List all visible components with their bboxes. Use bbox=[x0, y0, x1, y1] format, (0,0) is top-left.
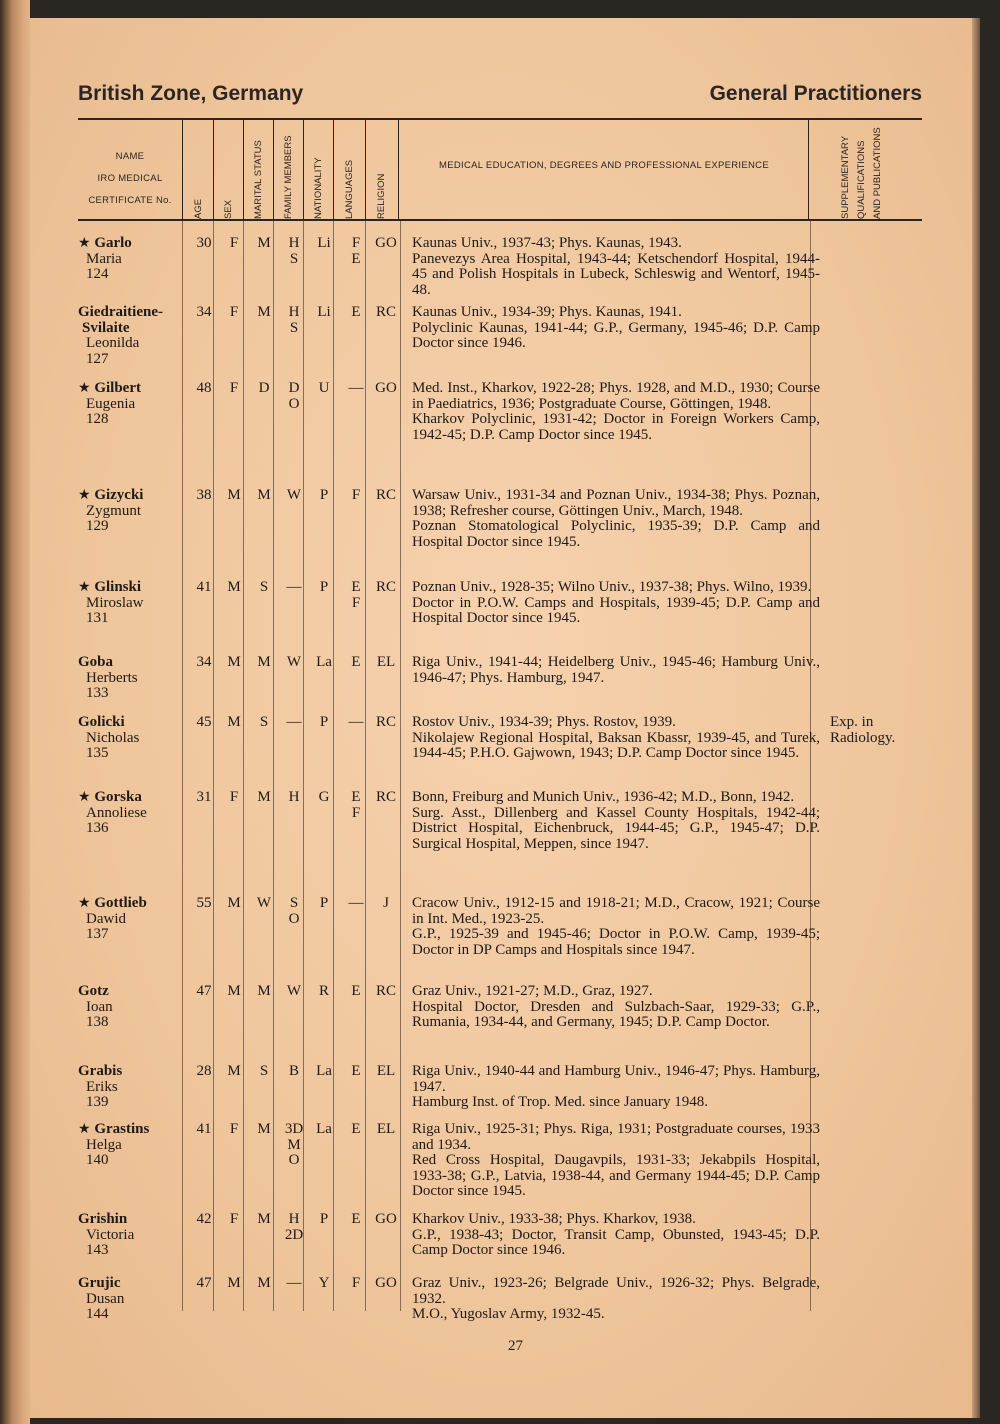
experience-cell bbox=[412, 305, 820, 352]
languages-value: E bbox=[351, 1063, 361, 1079]
name-cell bbox=[78, 381, 141, 428]
experience-cell bbox=[412, 488, 820, 550]
age-cell: 41 bbox=[196, 1121, 212, 1137]
languages-cell bbox=[342, 381, 370, 397]
col-header-religion-text: RELIGION bbox=[376, 173, 387, 219]
experience-paragraph: Kaunas Univ., 1934-39; Phys. Kaunas, 1941. bbox=[412, 304, 682, 320]
header-rule-bottom bbox=[78, 219, 922, 221]
family-cell bbox=[280, 580, 308, 596]
star-icon: ★ bbox=[78, 896, 91, 911]
col-divider bbox=[303, 120, 304, 220]
page-number: 27 bbox=[508, 1338, 523, 1354]
languages-value: E bbox=[351, 250, 361, 267]
family-value: M bbox=[287, 1136, 301, 1153]
book-spine bbox=[0, 0, 30, 1424]
marital-cell: M bbox=[257, 789, 271, 805]
experience-paragraph: Polyclinic Kaunas, 1941-44; G.P., Germany, 1945-46; D.P. Camp Doctor since 1946. bbox=[412, 319, 820, 351]
col-header-nationality bbox=[313, 138, 324, 238]
experience-paragraph: Hospital Doctor, Dresden and Sulzbach-Saar, 1929-33; G.P., Rumania, 1934-44, and Germany, 1945; D.P. Camp Doctor. bbox=[412, 998, 820, 1030]
certificate-number: 128 bbox=[86, 411, 109, 427]
col-header-sex-text: SEX bbox=[223, 199, 234, 219]
languages-value: E bbox=[351, 1211, 361, 1227]
surname: Gizycki bbox=[94, 487, 144, 503]
supplementary-text: Radiology. bbox=[830, 729, 896, 746]
religion-cell: EL bbox=[376, 1121, 396, 1137]
family-value: 2D bbox=[284, 1226, 304, 1243]
sex-cell: M bbox=[227, 983, 241, 999]
languages-value: — bbox=[348, 895, 364, 911]
surname-continued: Svilaite bbox=[82, 319, 130, 336]
marital-cell: M bbox=[257, 304, 271, 320]
star-icon: ★ bbox=[78, 381, 91, 396]
family-value: H bbox=[288, 304, 300, 320]
nationality-cell: P bbox=[319, 579, 329, 595]
languages-value: F bbox=[351, 804, 361, 821]
col-header-supp-1 bbox=[840, 135, 851, 238]
experience-paragraph: Rostov Univ., 1934-39; Phys. Rostov, 1939. bbox=[412, 714, 676, 730]
family-value: D bbox=[288, 380, 300, 396]
experience-cell bbox=[412, 984, 820, 1031]
certificate-number: 135 bbox=[86, 745, 109, 761]
experience-cell bbox=[412, 715, 820, 762]
given-name: Dusan bbox=[86, 1290, 125, 1307]
sex-cell: F bbox=[229, 789, 239, 805]
marital-cell: M bbox=[257, 1275, 271, 1291]
family-cell bbox=[280, 305, 308, 336]
languages-cell bbox=[342, 488, 370, 504]
certificate-number: 137 bbox=[86, 926, 109, 942]
experience-cell bbox=[412, 236, 820, 298]
nationality-cell: Li bbox=[317, 235, 331, 251]
languages-cell bbox=[342, 236, 370, 267]
experience-cell bbox=[412, 896, 820, 958]
sex-cell: F bbox=[229, 304, 239, 320]
experience-paragraph: Panevezys Area Hospital, 1943-44; Ketschendorf Hospital, 1944-45 and Polish Hospitals in Lubeck, Schleswig and Wentorf, 1945-48. bbox=[412, 250, 820, 298]
given-name: Annoliese bbox=[86, 804, 147, 821]
languages-value: E bbox=[351, 789, 361, 805]
header-rule-top bbox=[78, 118, 922, 120]
religion-cell: GO bbox=[375, 1211, 397, 1227]
certificate-number: 138 bbox=[86, 1014, 109, 1030]
name-cell bbox=[78, 655, 138, 702]
family-value: H bbox=[288, 789, 300, 805]
certificate-number: 140 bbox=[86, 1152, 109, 1168]
col-header-age-text: AGE bbox=[193, 198, 204, 219]
family-cell bbox=[280, 1064, 308, 1080]
col-header-supp-line3: AND PUBLICATIONS bbox=[872, 127, 883, 219]
col-header-nationality-text: NATIONALITY bbox=[313, 157, 324, 219]
name-cell bbox=[78, 715, 139, 762]
experience-paragraph: Warsaw Univ., 1931-34 and Poznan Univ., 1934-38; Phys. Poznan, 1938; Refresher course, Göttingen Univ., March, 1948. bbox=[412, 487, 820, 519]
family-cell bbox=[280, 1212, 308, 1243]
experience-paragraph: G.P., 1925-39 and 1945-46; Doctor in P.O.W. Camp, 1939-45; Doctor in DP Camps and Hospitals since 1947. bbox=[412, 926, 820, 958]
page-edge bbox=[972, 18, 980, 1418]
experience-paragraph: Graz Univ., 1921-27; M.D., Graz, 1927. bbox=[412, 983, 653, 999]
experience-cell bbox=[412, 1064, 820, 1111]
experience-paragraph: Doctor in P.O.W. Camps and Hospitals, 1939-45; D.P. Camp and Hospital Doctor since 1945. bbox=[412, 594, 820, 626]
family-value: S bbox=[289, 250, 299, 267]
sex-cell: F bbox=[229, 1121, 239, 1137]
col-header-name-line2: IRO MEDICAL bbox=[97, 173, 163, 184]
sex-cell: M bbox=[227, 654, 241, 670]
experience-paragraph: Graz Univ., 1923-26; Belgrade Univ., 1926-32; Phys. Belgrade, 1932. bbox=[412, 1275, 820, 1307]
col-header-supp-3 bbox=[872, 127, 883, 238]
languages-cell bbox=[342, 790, 370, 821]
nationality-cell: P bbox=[319, 487, 329, 503]
marital-cell: M bbox=[257, 1211, 271, 1227]
languages-cell bbox=[342, 580, 370, 611]
nationality-cell: La bbox=[316, 1063, 332, 1079]
certificate-number: 136 bbox=[86, 820, 109, 836]
experience-paragraph: Riga Univ., 1941-44; Heidelberg Univ., 1945-46; Hamburg Univ., 1946-47; Phys. Hamburg, 1947. bbox=[412, 654, 820, 686]
experience-paragraph: Poznan Stomatological Polyclinic, 1935-39; D.P. Camp and Hospital Doctor since 1945. bbox=[412, 518, 820, 550]
languages-value: F bbox=[351, 1275, 361, 1291]
surname: Grabis bbox=[78, 1063, 123, 1079]
experience-cell bbox=[412, 790, 820, 852]
name-cell bbox=[78, 1122, 149, 1169]
experience-paragraph: Riga Univ., 1940-44 and Hamburg Univ., 1946-47; Phys. Hamburg, 1947. bbox=[412, 1063, 820, 1095]
surname: Giedraitiene- bbox=[78, 304, 163, 320]
marital-cell: D bbox=[258, 380, 270, 396]
family-value: 3D bbox=[284, 1121, 304, 1137]
zone-title: British Zone, Germany bbox=[78, 82, 304, 105]
religion-cell: RC bbox=[375, 487, 396, 503]
certificate-number: 129 bbox=[86, 518, 109, 534]
nationality-cell: Y bbox=[318, 1275, 330, 1291]
marital-cell: M bbox=[257, 235, 271, 251]
col-divider bbox=[365, 120, 366, 220]
col-header-family bbox=[283, 135, 294, 238]
nationality-cell: U bbox=[318, 380, 330, 396]
family-cell bbox=[280, 381, 308, 412]
experience-paragraph: Poznan Univ., 1928-35; Wilno Univ., 1937-38; Phys. Wilno, 1939. bbox=[412, 579, 812, 595]
experience-paragraph: Cracow Univ., 1912-15 and 1918-21; M.D., Cracow, 1921; Course in Int. Med., 1923-25. bbox=[412, 895, 820, 927]
family-cell bbox=[280, 1122, 308, 1169]
age-cell: 47 bbox=[196, 983, 212, 999]
sex-cell: M bbox=[227, 1063, 241, 1079]
col-header-marital bbox=[253, 138, 264, 238]
languages-cell bbox=[342, 984, 370, 1000]
family-value: S bbox=[289, 319, 299, 336]
name-cell bbox=[78, 896, 147, 943]
languages-cell bbox=[342, 896, 370, 912]
sex-cell: M bbox=[227, 895, 241, 911]
languages-value: — bbox=[348, 714, 364, 730]
supplementary-cell bbox=[830, 715, 895, 746]
col-divider bbox=[398, 120, 399, 220]
experience-paragraph: Nikolajew Regional Hospital, Baksan Kbassr, 1939-45, and Turek, 1944-45; P.H.O. Gajwown, 1943; D.P. Camp Doctor since 1945. bbox=[412, 729, 820, 761]
surname: Grishin bbox=[78, 1211, 128, 1227]
experience-paragraph: Bonn, Freiburg and Munich Univ., 1936-42; M.D., Bonn, 1942. bbox=[412, 789, 795, 805]
languages-cell bbox=[342, 1122, 370, 1138]
age-cell: 28 bbox=[196, 1063, 212, 1079]
experience-paragraph: Hamburg Inst. of Trop. Med. since January 1948. bbox=[412, 1094, 708, 1110]
given-name: Ioan bbox=[86, 998, 113, 1015]
given-name: Eugenia bbox=[86, 395, 136, 412]
certificate-number: 124 bbox=[86, 266, 109, 282]
experience-cell bbox=[412, 1212, 820, 1259]
experience-paragraph: M.O., Yugoslav Army, 1932-45. bbox=[412, 1306, 605, 1322]
languages-value: E bbox=[351, 1121, 361, 1137]
marital-cell: S bbox=[259, 579, 269, 595]
given-name: Helga bbox=[86, 1136, 122, 1153]
age-cell: 34 bbox=[196, 654, 212, 670]
marital-cell: M bbox=[257, 1121, 271, 1137]
family-value: W bbox=[286, 983, 302, 999]
age-cell: 47 bbox=[196, 1275, 212, 1291]
religion-cell: GO bbox=[375, 235, 397, 251]
surname: Grastins bbox=[94, 1121, 150, 1137]
religion-cell: RC bbox=[375, 579, 396, 595]
experience-paragraph: Red Cross Hospital, Daugavpils, 1931-33; Jekabpils Hospital, 1933-38; G.P., Latvia, 1938-44, and Germany 1944-45; D.P. Camp Doctor since 1945. bbox=[412, 1152, 820, 1199]
star-icon: ★ bbox=[78, 488, 91, 503]
experience-cell bbox=[412, 1276, 820, 1323]
surname: Gotz bbox=[78, 983, 109, 999]
col-divider bbox=[213, 120, 214, 220]
languages-value: E bbox=[351, 654, 361, 670]
surname: Grujic bbox=[78, 1275, 121, 1291]
given-name: Herberts bbox=[86, 669, 138, 686]
given-name: Nicholas bbox=[86, 729, 140, 746]
religion-cell: GO bbox=[375, 1275, 397, 1291]
sex-cell: M bbox=[227, 1275, 241, 1291]
col-header-languages-text: LANGUAGES bbox=[344, 159, 355, 219]
age-cell: 31 bbox=[196, 789, 212, 805]
col-header-supp-line1: SUPPLEMENTARY bbox=[840, 135, 851, 219]
col-divider bbox=[808, 120, 809, 220]
experience-paragraph: Surg. Asst., Dillenberg and Kassel County Hospitals, 1942-44; District Hospital, Eichenbruck, 1944-45; G.P., 1945-47; D.P. Surgical Hospital, Meppen, since 1947. bbox=[412, 804, 820, 852]
given-name: Victoria bbox=[86, 1226, 135, 1243]
religion-cell: J bbox=[383, 895, 389, 911]
sex-cell: M bbox=[227, 579, 241, 595]
col-rule bbox=[400, 221, 401, 1311]
languages-cell bbox=[342, 715, 370, 731]
col-header-age bbox=[193, 138, 204, 238]
age-cell: 45 bbox=[196, 714, 212, 730]
languages-value: E bbox=[351, 579, 361, 595]
certificate-number: 143 bbox=[86, 1242, 109, 1258]
col-header-name-line3: CERTIFICATE No. bbox=[88, 195, 172, 206]
languages-cell bbox=[342, 305, 370, 321]
name-cell bbox=[78, 488, 143, 535]
experience-cell bbox=[412, 655, 820, 686]
experience-paragraph: Kharkov Univ., 1933-38; Phys. Kharkov, 1938. bbox=[412, 1211, 696, 1227]
certificate-number: 131 bbox=[86, 610, 109, 626]
languages-value: F bbox=[351, 235, 361, 251]
age-cell: 55 bbox=[196, 895, 212, 911]
religion-cell: EL bbox=[376, 1063, 396, 1079]
supplementary-text: Exp. in bbox=[830, 714, 874, 730]
religion-cell: RC bbox=[375, 714, 396, 730]
surname: Garlo bbox=[94, 235, 132, 251]
languages-cell bbox=[342, 655, 370, 671]
family-cell bbox=[280, 1276, 308, 1292]
nationality-cell: La bbox=[316, 1121, 332, 1137]
religion-cell: RC bbox=[375, 304, 396, 320]
marital-cell: S bbox=[259, 1063, 269, 1079]
nationality-cell: P bbox=[319, 895, 329, 911]
languages-value: E bbox=[351, 304, 361, 320]
given-name: Eriks bbox=[86, 1078, 118, 1095]
family-value: W bbox=[286, 487, 302, 503]
religion-cell: RC bbox=[375, 789, 396, 805]
name-cell bbox=[78, 305, 163, 367]
marital-cell: M bbox=[257, 983, 271, 999]
col-divider bbox=[333, 120, 334, 220]
family-cell bbox=[280, 655, 308, 671]
name-cell bbox=[78, 984, 113, 1031]
family-value: — bbox=[286, 579, 302, 595]
family-value: — bbox=[286, 714, 302, 730]
col-header-marital-text: MARITAL STATUS bbox=[253, 140, 264, 219]
family-value: O bbox=[288, 1152, 300, 1168]
marital-cell: M bbox=[257, 654, 271, 670]
sex-cell: F bbox=[229, 380, 239, 396]
star-icon: ★ bbox=[78, 790, 91, 805]
certificate-number: 127 bbox=[86, 350, 109, 367]
experience-paragraph: Med. Inst., Kharkov, 1922-28; Phys. 1928, and M.D., 1930; Course in Paediatrics, 1936; Postgraduate Course, Göttingen, 1948. bbox=[412, 380, 820, 412]
surname: Gottlieb bbox=[94, 895, 147, 911]
surname: Glinski bbox=[94, 579, 142, 595]
section-title: General Practitioners bbox=[709, 82, 922, 105]
col-divider bbox=[243, 120, 244, 220]
languages-cell bbox=[342, 1064, 370, 1080]
name-cell bbox=[78, 1212, 134, 1259]
col-header-name-line1: NAME bbox=[115, 151, 145, 162]
col-header-religion bbox=[376, 138, 387, 238]
religion-cell: RC bbox=[375, 983, 396, 999]
family-value: H bbox=[288, 235, 300, 251]
star-icon: ★ bbox=[78, 580, 91, 595]
experience-cell bbox=[412, 580, 820, 627]
surname: Gorska bbox=[94, 789, 142, 805]
surname: Golicki bbox=[78, 714, 125, 730]
col-divider bbox=[273, 120, 274, 220]
certificate-number: 139 bbox=[86, 1094, 109, 1110]
name-cell bbox=[78, 1276, 124, 1323]
languages-value: F bbox=[351, 487, 361, 503]
surname: Goba bbox=[78, 654, 114, 670]
nationality-cell: P bbox=[319, 714, 329, 730]
document-page bbox=[30, 18, 972, 1418]
age-cell: 30 bbox=[196, 235, 212, 251]
languages-value: F bbox=[351, 594, 361, 611]
family-cell bbox=[280, 715, 308, 731]
given-name: Maria bbox=[86, 250, 122, 267]
marital-cell: S bbox=[259, 714, 269, 730]
marital-cell: M bbox=[257, 487, 271, 503]
family-value: S bbox=[289, 895, 299, 911]
experience-paragraph: G.P., 1938-43; Doctor, Transit Camp, Obunsted, 1943-45; D.P. Camp Doctor since 1946. bbox=[412, 1226, 820, 1258]
age-cell: 48 bbox=[196, 380, 212, 396]
experience-paragraph: Riga Univ., 1925-31; Phys. Riga, 1931; Postgraduate courses, 1933 and 1934. bbox=[412, 1121, 820, 1153]
sex-cell: M bbox=[227, 487, 241, 503]
family-cell bbox=[280, 236, 308, 267]
name-cell bbox=[78, 580, 144, 627]
name-cell bbox=[78, 1064, 122, 1111]
family-value: — bbox=[286, 1275, 302, 1291]
family-cell bbox=[280, 896, 308, 927]
languages-value: — bbox=[348, 380, 364, 396]
experience-cell bbox=[412, 1122, 820, 1200]
marital-cell: W bbox=[256, 895, 272, 911]
family-value: W bbox=[286, 654, 302, 670]
languages-cell bbox=[342, 1212, 370, 1228]
family-value: O bbox=[288, 910, 300, 927]
family-cell bbox=[280, 488, 308, 504]
religion-cell: GO bbox=[375, 380, 397, 396]
given-name: Dawid bbox=[86, 910, 126, 927]
col-header-supp-line2: QUALIFICATIONS bbox=[856, 140, 867, 219]
nationality-cell: R bbox=[318, 983, 329, 999]
age-cell: 34 bbox=[196, 304, 212, 320]
age-cell: 42 bbox=[196, 1211, 212, 1227]
nationality-cell: Li bbox=[317, 304, 331, 320]
star-icon: ★ bbox=[78, 236, 91, 251]
col-header-family-text: FAMILY MEMBERS bbox=[283, 135, 294, 219]
sex-cell: M bbox=[227, 714, 241, 730]
sex-cell: F bbox=[229, 235, 239, 251]
col-header-experience: MEDICAL EDUCATION, DEGREES AND PROFESSIONAL EXPERIENCE bbox=[439, 160, 769, 171]
col-divider bbox=[182, 120, 183, 220]
family-value: B bbox=[288, 1063, 299, 1079]
experience-paragraph: Kharkov Polyclinic, 1931-42; Doctor in Foreign Workers Camp, 1942-45; D.P. Camp Doctor since 1945. bbox=[412, 411, 820, 443]
name-cell bbox=[78, 236, 132, 283]
given-name: Miroslaw bbox=[86, 594, 144, 611]
religion-cell: EL bbox=[376, 654, 396, 670]
languages-value: E bbox=[351, 983, 361, 999]
surname: Gilbert bbox=[94, 380, 141, 396]
certificate-number: 144 bbox=[86, 1306, 109, 1322]
nationality-cell: La bbox=[316, 654, 332, 670]
age-cell: 41 bbox=[196, 579, 212, 595]
age-cell: 38 bbox=[196, 487, 212, 503]
col-header-languages bbox=[344, 138, 355, 238]
experience-cell bbox=[412, 381, 820, 443]
given-name: Zygmunt bbox=[86, 502, 141, 519]
col-header-sex bbox=[223, 138, 234, 238]
col-rule bbox=[182, 221, 183, 1311]
experience-paragraph: Kaunas Univ., 1937-43; Phys. Kaunas, 1943. bbox=[412, 235, 682, 251]
name-cell bbox=[78, 790, 147, 837]
family-value: O bbox=[288, 395, 300, 412]
col-header-supp-2 bbox=[856, 138, 867, 238]
sex-cell: F bbox=[229, 1211, 239, 1227]
languages-cell bbox=[342, 1276, 370, 1292]
family-cell bbox=[280, 790, 308, 806]
certificate-number: 133 bbox=[86, 685, 109, 701]
nationality-cell: G bbox=[318, 789, 330, 805]
family-cell bbox=[280, 984, 308, 1000]
col-header-name bbox=[78, 146, 182, 212]
nationality-cell: P bbox=[319, 1211, 329, 1227]
given-name: Leonilda bbox=[86, 335, 140, 351]
star-icon: ★ bbox=[78, 1122, 91, 1137]
family-value: H bbox=[288, 1211, 300, 1227]
